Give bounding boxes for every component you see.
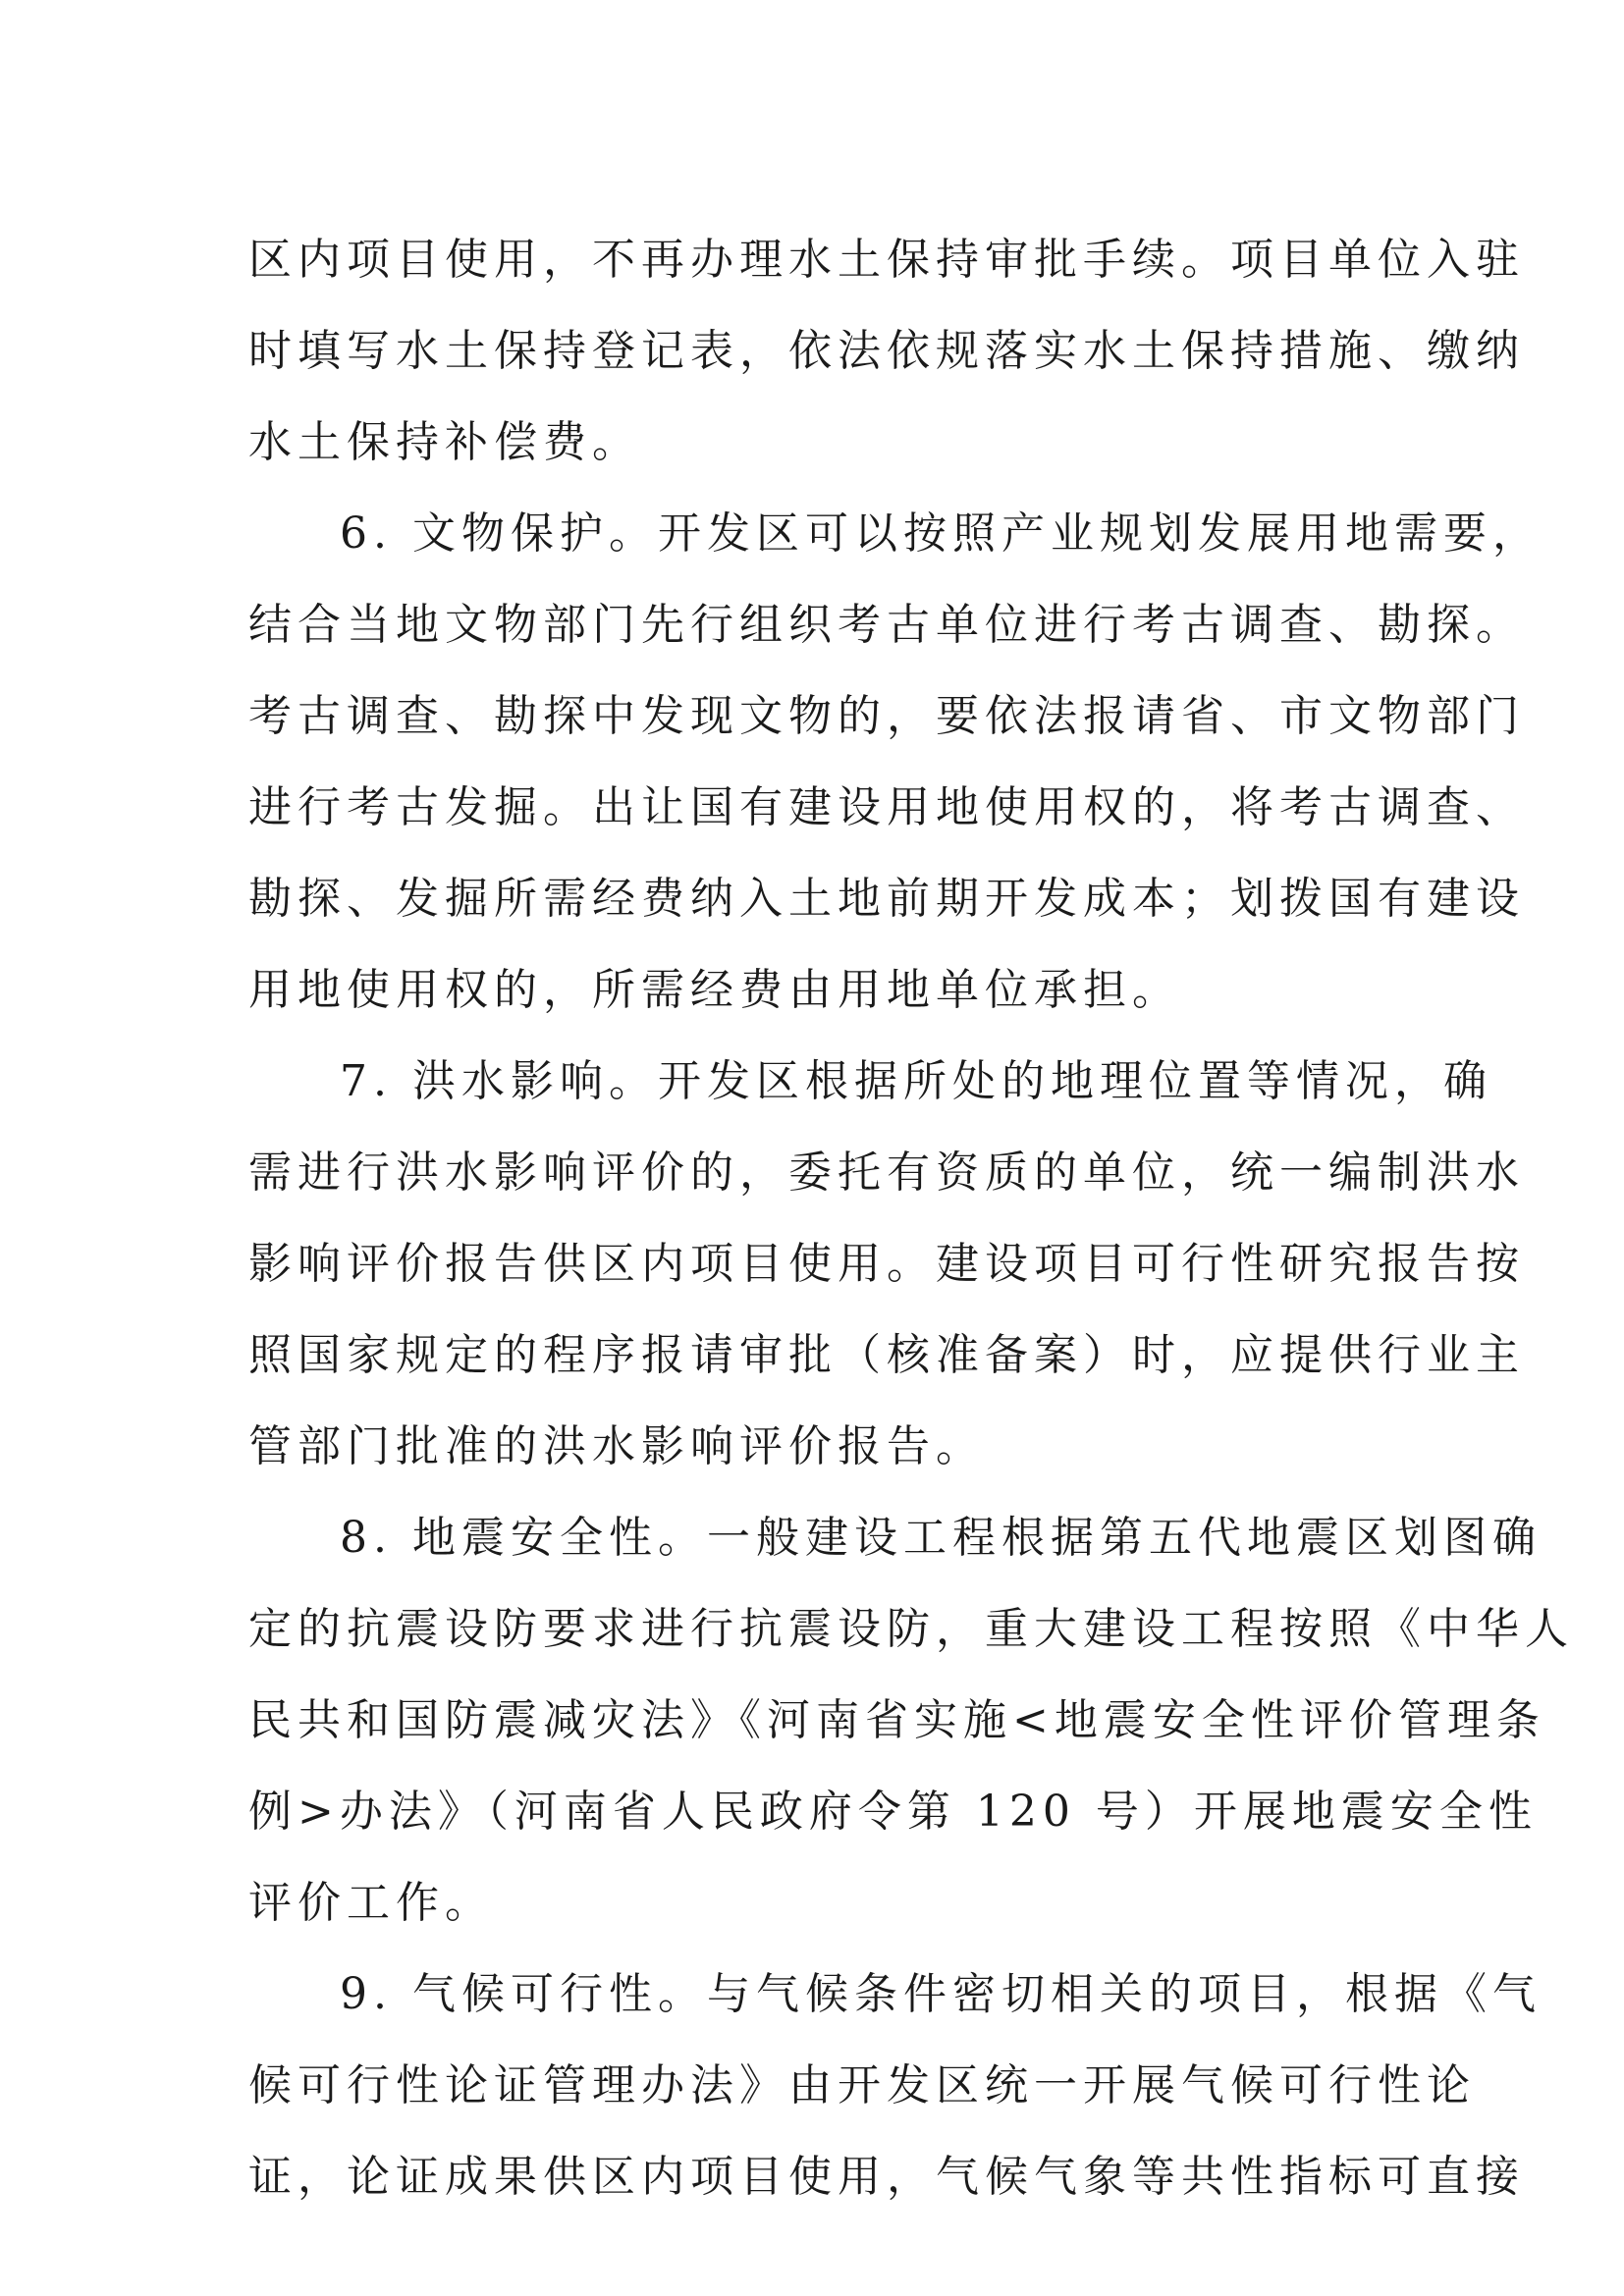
text-line: 民共和国防震减灾法》《河南省实施<地震安全性评价管理条	[248, 1695, 1545, 1745]
text-line: 需进行洪水影响评价的，委托有资质的单位，统一编制洪水	[248, 1148, 1525, 1198]
section-heading-line: 6. 文物保护。开发区可以按照产业规划发展用地需要，	[340, 508, 1542, 559]
text-line: 证，论证成果供区内项目使用，气候气象等共性指标可直接	[248, 2152, 1525, 2202]
section-heading-line: 8. 地震安全性。一般建设工程根据第五代地震区划图确	[340, 1513, 1542, 1563]
text-line: 候可行性论证管理办法》由开发区统一开展气候可行性论	[248, 2060, 1476, 2110]
text-line: 评价工作。	[248, 1878, 494, 1928]
text-line: 定的抗震设防要求进行抗震设防，重大建设工程按照《中华人	[248, 1604, 1574, 1654]
document-body	[248, 214, 1574, 2222]
text-line: 影响评价报告供区内项目使用。建设项目可行性研究报告按	[248, 1239, 1525, 1289]
text-line: 照国家规定的程序报请审批（核准备案）时，应提供行业主	[248, 1330, 1525, 1380]
text-line: 结合当地文物部门先行组织考古单位进行考古调查、勘探。	[248, 600, 1525, 650]
section-heading-line: 9. 气候可行性。与气候条件密切相关的项目，根据《气	[340, 1969, 1542, 2019]
text-line: 时填写水土保持登记表，依法依规落实水土保持措施、缴纳	[248, 326, 1525, 376]
text-line: 用地使用权的，所需经费由用地单位承担。	[248, 965, 1181, 1015]
text-line: 区内项目使用，不再办理水土保持审批手续。项目单位入驻	[248, 235, 1525, 285]
text-line: 进行考古发掘。出让国有建设用地使用权的，将考古调查、	[248, 782, 1525, 832]
text-line: 考古调查、勘探中发现文物的，要依法报请省、市文物部门	[248, 691, 1525, 741]
text-line: 管部门批准的洪水影响评价报告。	[248, 1421, 985, 1471]
text-line: 例>办法》（河南省人民政府令第 120 号）开展地震安全性	[248, 1787, 1538, 1837]
text-line: 勘探、发掘所需经费纳入土地前期开发成本；划拨国有建设	[248, 874, 1525, 924]
section-heading-line: 7. 洪水影响。开发区根据所处的地理位置等情况，确	[340, 1056, 1492, 1106]
text-line: 水土保持补偿费。	[248, 417, 641, 467]
